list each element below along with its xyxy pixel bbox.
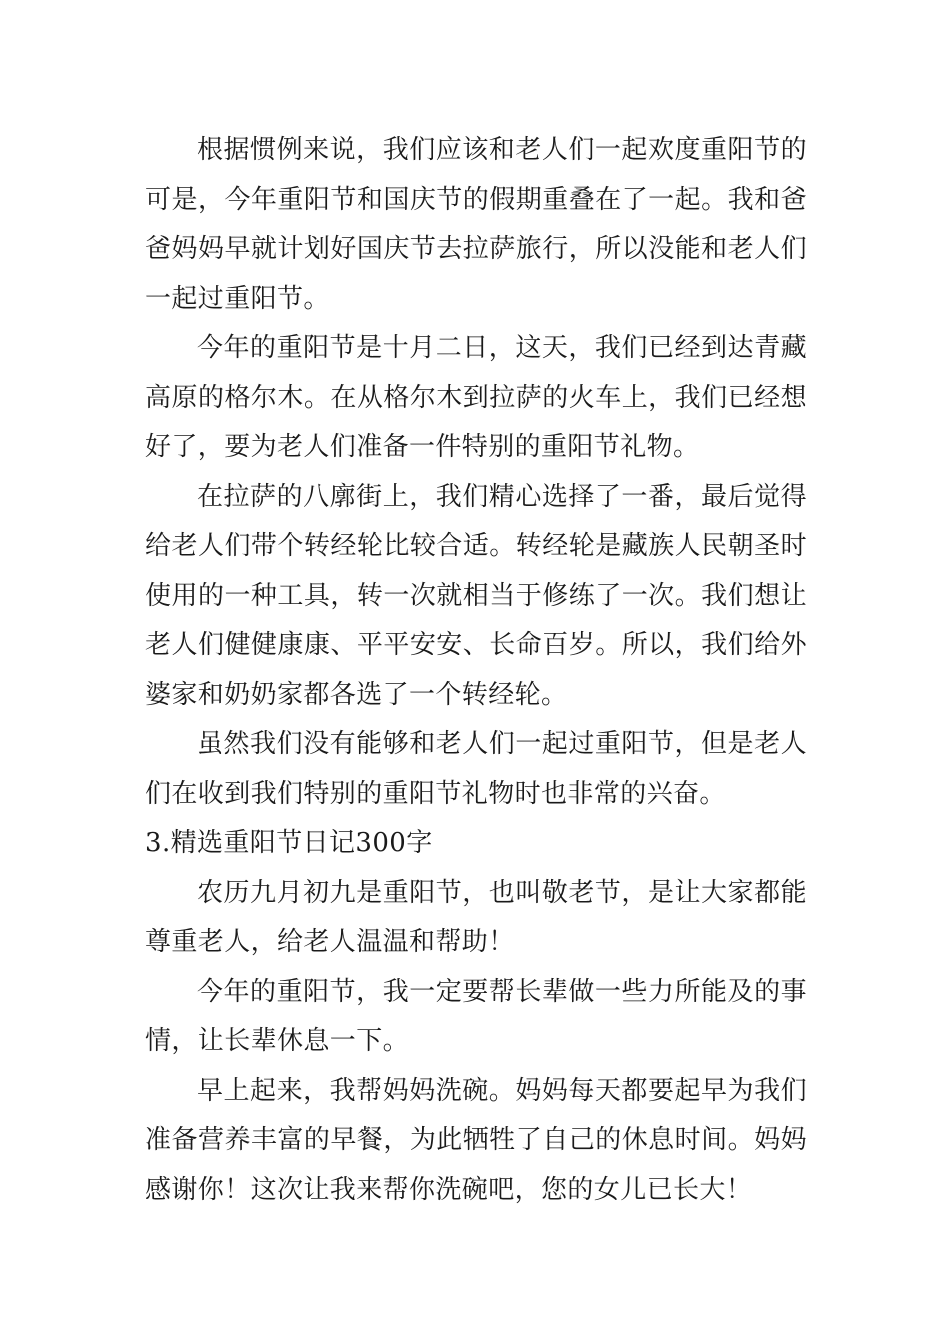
document-body (145, 126, 807, 1215)
paragraph-help-elders: 今年的重阳节，我一定要帮长辈做一些力所能及的事情，让长辈休息一下。 (145, 976, 807, 1056)
paragraph-gift-excitement: 虽然我们没有能够和老人们一起过重阳节，但是老人们在收到我们特别的重阳节礼物时也非常的兴奋。 (145, 729, 807, 809)
paragraph-customary-celebration: 根据惯例来说，我们应该和老人们一起欢度重阳节的可是，今年重阳节和国庆节的假期重叠在了一起。我和爸爸妈妈早就计划好国庆节去拉萨旅行，所以没能和老人们一起过重阳节。 (145, 135, 807, 314)
paragraph-golmud-train: 今年的重阳节是十月二日，这天，我们已经到达青藏高原的格尔木。在从格尔木到拉萨的火车上，我们已经想好了，要为老人们准备一件特别的重阳节礼物。 (145, 333, 807, 462)
section-heading: 3.精选重阳节日记300字 (145, 828, 433, 858)
paragraph-wash-dishes: 早上起来，我帮妈妈洗碗。妈妈每天都要起早为我们准备营养丰富的早餐，为此牺牲了自己的休息时间。妈妈感谢你！这次让我来帮你洗碗吧，您的女儿已长大！ (145, 1075, 807, 1205)
paragraph-double-ninth-intro: 农历九月初九是重阳节，也叫敬老节，是让大家都能尊重老人，给老人温温和帮助！ (145, 877, 807, 957)
paragraph-barkhor-prayer-wheel: 在拉萨的八廓街上，我们精心选择了一番，最后觉得给老人们带个转经轮比较合适。转经轮是藏族人民朝圣时使用的一种工具，转一次就相当于修练了一次。我们想让老人们健健康康、平平安安、长命百岁。所以，我们给外婆家和奶奶家都各选了一个转经轮。 (145, 481, 807, 710)
